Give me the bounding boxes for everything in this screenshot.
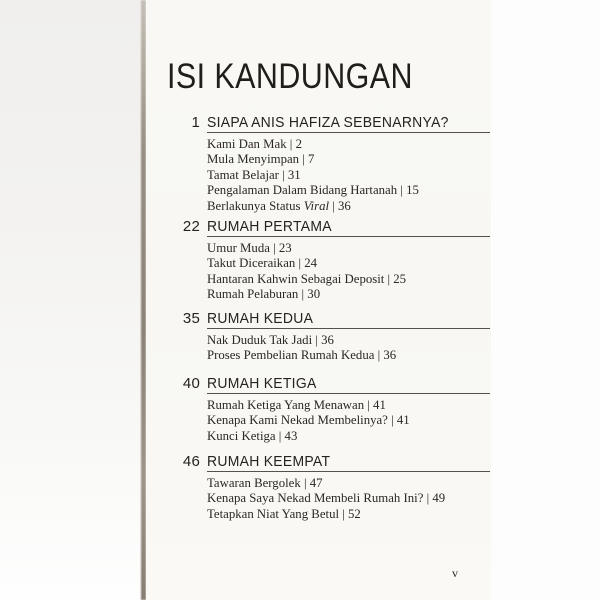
toc-item: Berlakunya Status Viral | 36 (207, 198, 351, 213)
page-number: v (452, 566, 458, 580)
chapter-heading (182, 310, 490, 329)
page-title: ISI KANDUNGAN (167, 57, 413, 96)
chapter-item-list (207, 137, 490, 214)
toc-item: Hantaran Kahwin Sebagai Deposit | 25 (207, 271, 407, 286)
chapter-heading (191, 114, 490, 133)
chapter-heading (182, 453, 490, 472)
chapter-item-list (207, 398, 490, 444)
toc-item: Kenapa Saya Nekad Membeli Rumah Ini? | 49 (207, 491, 446, 506)
toc-item: Proses Pembelian Rumah Kedua | 36 (207, 348, 397, 363)
scan-background-strip (0, 0, 142, 600)
chapter-page-number: 22 (182, 218, 200, 235)
chapter-title: SIAPA ANIS HAFIZA SEBENARNYA? (207, 114, 449, 131)
toc-item: Takut Diceraikan | 24 (207, 256, 318, 271)
toc-item: Kunci Ketiga | 43 (207, 428, 298, 443)
toc-item: Mula Menyimpan | 7 (207, 152, 315, 167)
chapter-item-list (207, 476, 490, 522)
chapter-page-number: 35 (182, 310, 200, 327)
chapter-heading (182, 375, 490, 394)
toc-item: Kami Dan Mak | 2 (207, 137, 302, 151)
chapter-title: RUMAH KEEMPAT (207, 453, 331, 470)
chapter-item-list (207, 241, 490, 303)
chapter-title: RUMAH KEDUA (207, 310, 314, 327)
toc-item: Rumah Pelaburan | 30 (207, 287, 321, 302)
toc-item: Kenapa Kami Nekad Membelinya? | 41 (207, 413, 410, 428)
chapter-page-number: 40 (182, 375, 200, 392)
chapter-page-number: 1 (191, 114, 200, 131)
toc-section (182, 453, 490, 522)
toc-item-italic-word: Viral (303, 198, 330, 213)
toc-item: Umur Muda | 23 (207, 241, 292, 255)
toc-section (182, 375, 490, 444)
toc-item: Pengalaman Dalam Bidang Hartanah | 15 (207, 183, 419, 198)
toc-item: Nak Duduk Tak Jadi | 36 (207, 333, 334, 347)
chapter-title: RUMAH KETIGA (207, 375, 317, 392)
toc-section (182, 218, 490, 303)
toc-item: Rumah Ketiga Yang Menawan | 41 (207, 398, 386, 412)
toc-item: Tetapkan Niat Yang Betul | 52 (207, 506, 361, 521)
toc-section (191, 114, 490, 214)
toc-sections (182, 0, 490, 600)
chapter-item-list (207, 333, 490, 364)
toc-section (182, 310, 490, 364)
chapter-heading (182, 218, 490, 237)
chapter-page-number: 46 (182, 453, 200, 470)
toc-item: Tamat Belajar | 31 (207, 167, 301, 182)
toc-item: Tawaran Bergolek | 47 (207, 476, 323, 490)
chapter-title: RUMAH PERTAMA (207, 218, 332, 235)
